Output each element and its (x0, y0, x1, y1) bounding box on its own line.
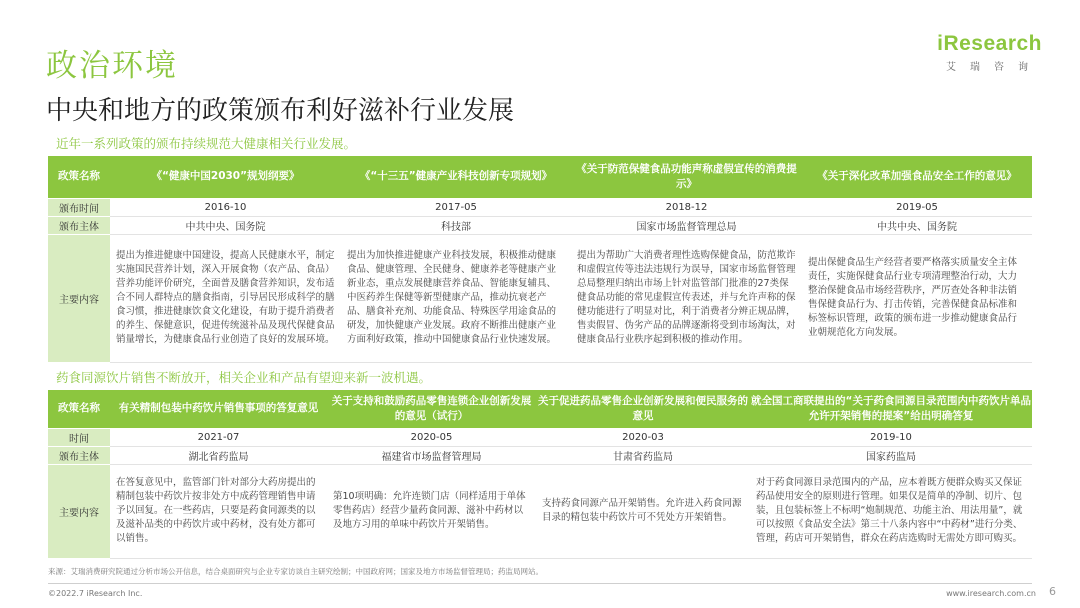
policy-table-regional (48, 390, 1032, 559)
policy-content: 提出为加快推进健康产业科技发展，积极推动健康食品、健康管理、全民健身、健康养老等健康产业新业态，重点发展健康营养食品、智能康复辅具、中医药养生保健等新型健康产品，推动抗衰老产品、膳食补充剂、功能食品、特殊医学用途食品的研发，加快健康产业发展。政府不断推出健康产业方面利好政策，推动中国健康食品行业快速发展。 (341, 234, 571, 362)
policy-name: 关于支持和鼓励药品零售连锁企业创新发展的意见（试行） (327, 390, 536, 428)
policy-date: 2016-10 (110, 198, 341, 216)
policy-content: 在答复意见中，监管部门针对部分大药房提出的精制包装中药饮片按非处方中成药管理销售申请予以回复。在一些药店，只要是药食同源类的以及滋补品类的中药饮片或中药材，没有处方都可以销售。 (110, 464, 327, 558)
policy-name: 关于促进药品零售企业创新发展和便民服务的意见 (536, 390, 750, 428)
policy-name: 《“十三五”健康产业科技创新专项规划》 (341, 156, 571, 198)
source-note: 来源：艾瑞消费研究院通过分析市场公开信息，结合桌面研究与企业专家访谈自主研究绘制；中国政府网；国家及地方市场监督管理局；药监局网站。 (48, 567, 543, 576)
policy-name: 《关于深化改革加强食品安全工作的意见》 (802, 156, 1032, 198)
policy-issuer: 国家药监局 (750, 446, 1032, 464)
policy-name: 《“健康中国2030”规划纲要》 (110, 156, 341, 198)
section-lead-1: 近年一系列政策的颁布持续规范大健康相关行业发展。 (56, 136, 357, 151)
row-label-issuer: 颁布主体 (48, 446, 110, 464)
policy-issuer: 中共中央、国务院 (802, 216, 1032, 234)
policy-issuer: 湖北省药监局 (110, 446, 327, 464)
iresearch-logo (937, 32, 1042, 73)
row-label-date: 时间 (48, 428, 110, 446)
logo-i: i (937, 32, 944, 55)
policy-content: 提出保健食品生产经营者要严格落实质量安全主体责任，实施保健食品行业专项清理整治行动，大力整治保健食品市场经营秩序，严厉查处各种非法销售保健食品行为、打击传销，完善保健食品标准和标签标识管理，政策的颁布进一步推动健康食品行业朝规范化方向发展。 (802, 234, 1032, 362)
policy-date: 2017-05 (341, 198, 571, 216)
logo-cn: 艾瑞咨询 (946, 62, 1042, 73)
row-label-issuer: 颁布主体 (48, 216, 110, 234)
policy-date: 2020-05 (327, 428, 536, 446)
site-url: www.iresearch.com.cn (946, 589, 1036, 598)
policy-issuer: 中共中央、国务院 (110, 216, 341, 234)
policy-issuer: 国家市场监督管理总局 (571, 216, 802, 234)
policy-date: 2019-10 (750, 428, 1032, 446)
policy-issuer: 科技部 (341, 216, 571, 234)
policy-date: 2020-03 (536, 428, 750, 446)
section-lead-2: 药食同源饮片销售不断放开，相关企业和产品有望迎来新一波机遇。 (56, 370, 432, 385)
policy-content: 对于药食同源目录范围内的产品，应本着既方便群众购买又保证药品使用安全的原则进行管理。如果仅是简单的净制、切片、包装，且包装标签上不标明“炮制规范、功能主治、用法用量”，就可以按照《食品安全法》第三十八条内容中“中药材”进行分类、管理，药店可开架销售，群众在药店选购时无需处方即可购买。 (750, 464, 1032, 558)
header-label: 政策名称 (48, 390, 110, 428)
page-title: 政治环境 (46, 48, 178, 84)
header-label: 政策名称 (48, 156, 110, 198)
policy-name: 就全国工商联提出的“关于药食同源目录范围内中药饮片单品允许开架销售的提案”给出明确答复 (750, 390, 1032, 428)
policy-table-national (48, 156, 1032, 363)
policy-date: 2019-05 (802, 198, 1032, 216)
policy-issuer: 福建省市场监督管理局 (327, 446, 536, 464)
policy-issuer: 甘肃省药监局 (536, 446, 750, 464)
page-number: 6 (1049, 585, 1056, 598)
row-label-content: 主要内容 (48, 234, 110, 362)
policy-content: 提出为帮助广大消费者理性选购保健食品，防范欺诈和虚假宣传等违法违规行为误导，国家市场监督管理总局整理归纳出市场上针对监管部门批准的27类保健食品功能的常见虚假宣传表述，并与允许声称的保健功能进行了明显对比，利于消费者分辨正规品牌，售卖假冒、伪劣产品的品牌逐渐将受到市场淘汰，对健康食品行业秩序起到积极的推动作用。 (571, 234, 802, 362)
policy-name: 有关精制包装中药饮片销售事项的答复意见 (110, 390, 327, 428)
policy-content: 支持药食同源产品开架销售。允许进入药食同源目录的精包装中药饮片可不凭处方开架销售。 (536, 464, 750, 558)
policy-content: 第10项明确：允许连锁门店（同样适用于单体零售药店）经营少量药食同源、滋补中药材以及地方习用的单味中药饮片开架销售。 (327, 464, 536, 558)
policy-date: 2021-07 (110, 428, 327, 446)
footer-divider (48, 583, 1032, 584)
copyright: ©2022.7 iResearch Inc. (48, 589, 143, 598)
policy-name: 《关于防范保健食品功能声称虚假宣传的消费提示》 (571, 156, 802, 198)
row-label-content: 主要内容 (48, 464, 110, 558)
policy-content: 提出为推进健康中国建设，提高人民健康水平，制定实施国民营养计划，深入开展食物（农产品、食品）营养功能评价研究，全面普及膳食营养知识，发布适合不同人群特点的膳食指南，引导居民形成科学的膳食习惯，推进健康饮食文化建设，有助于提升消费者的养生、保健意识，促进传统滋补品及现代保健食品销量增长，为健康食品行业创造了良好的发展环境。 (110, 234, 341, 362)
row-label-date: 颁布时间 (48, 198, 110, 216)
page-subtitle: 中央和地方的政策颁布利好滋补行业发展 (46, 96, 515, 126)
policy-date: 2018-12 (571, 198, 802, 216)
logo-word: Research (943, 32, 1042, 55)
